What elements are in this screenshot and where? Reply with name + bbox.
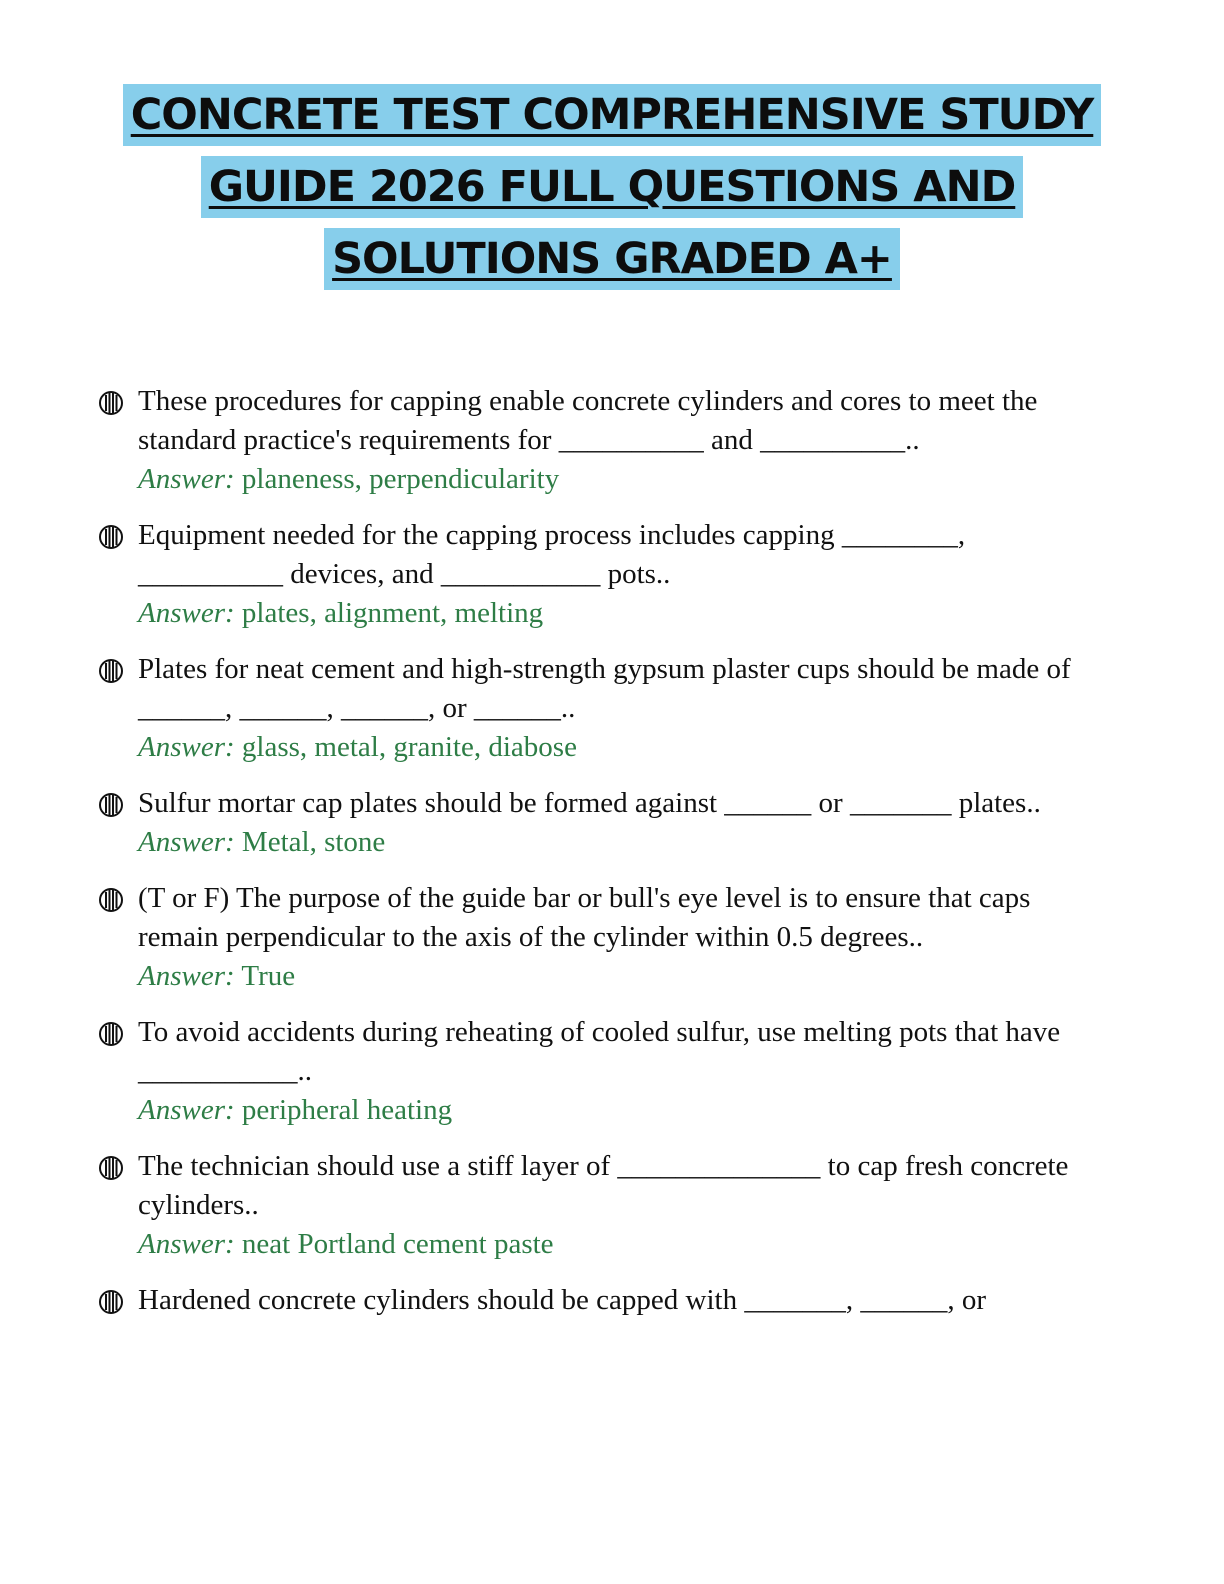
circle-vertical-lines-icon [98,390,124,416]
answer-line [138,1091,1098,1130]
question-item [98,650,1098,767]
question-text: Hardened concrete cylinders should be capped with _______, ______, or [138,1284,987,1316]
answer-text: Metal, stone [241,826,386,858]
question-item [98,516,1098,633]
question-text: Sulfur mortar cap plates should be formed against ______ or _______ plates.. [138,787,1041,819]
answer-label: Answer: [138,1228,235,1260]
question-text: Plates for neat cement and high-strength gypsum plaster cups should be made of ______, ______, ______, or ______.. [138,653,1071,724]
question-item [98,1013,1098,1130]
answer-text: peripheral heating [241,1094,453,1126]
question-text: (T or F) The purpose of the guide bar or bull's eye level is to ensure that caps remain perpendicular to the axis of the cylinder within 0.5 degrees.. [138,882,1031,953]
question-item [98,1147,1098,1264]
question-text: These procedures for capping enable concrete cylinders and cores to meet the standard practice's requirements for __________ and __________.. [138,385,1038,456]
answer-text: glass, metal, granite, diabose [241,731,577,763]
question-item [98,382,1098,499]
answer-label: Answer: [138,597,235,629]
circle-vertical-lines-icon [98,524,124,550]
answer-line [138,728,1098,767]
question-text: The technician should use a stiff layer of ______________ to cap fresh concrete cylinders.. [138,1150,1069,1221]
answer-line [138,460,1098,499]
answer-text: planeness, perpendicularity [241,463,560,495]
question-item [98,1281,1098,1320]
answer-text: True [241,960,296,992]
question-text: Equipment needed for the capping process includes capping ________, __________ devices, and ___________ pots.. [138,519,966,590]
title-line-2: GUIDE 2026 FULL QUESTIONS AND [201,156,1024,218]
answer-line [138,957,1098,996]
circle-vertical-lines-icon [98,1021,124,1047]
answer-label: Answer: [138,463,235,495]
answer-label: Answer: [138,1094,235,1126]
circle-vertical-lines-icon [98,1155,124,1181]
answer-label: Answer: [138,960,235,992]
circle-vertical-lines-icon [98,792,124,818]
answer-line [138,823,1098,862]
question-text: To avoid accidents during reheating of cooled sulfur, use melting pots that have ___________.. [138,1016,1061,1087]
answer-text: neat Portland cement paste [241,1228,554,1260]
document-title [0,84,1224,300]
circle-vertical-lines-icon [98,658,124,684]
circle-vertical-lines-icon [98,887,124,913]
title-line-1: CONCRETE TEST COMPREHENSIVE STUDY [123,84,1102,146]
circle-vertical-lines-icon [98,1289,124,1315]
question-item [98,879,1098,996]
answer-label: Answer: [138,826,235,858]
answer-label: Answer: [138,731,235,763]
answer-text: plates, alignment, melting [241,597,544,629]
question-item [98,784,1098,862]
answer-line [138,594,1098,633]
answer-line [138,1225,1098,1264]
question-list [98,382,1098,1337]
title-line-3: SOLUTIONS GRADED A+ [324,228,900,290]
